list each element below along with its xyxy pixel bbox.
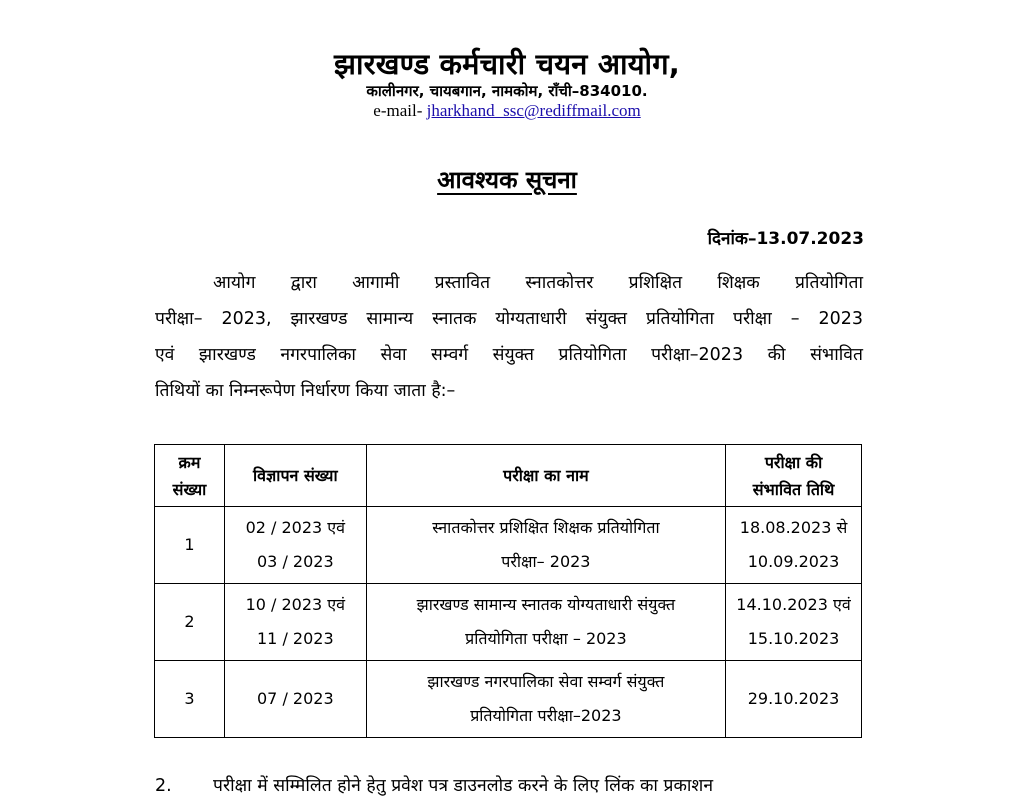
cell-date: 29.10.2023 [726, 661, 862, 738]
organization-address: कालीनगर, चायबगान, नामकोम, राँची–834010. [366, 82, 648, 100]
cell-serial: 3 [155, 661, 225, 738]
organization-name: झारखण्ड कर्मचारी चयन आयोग, [334, 47, 680, 81]
cell-serial: 1 [155, 507, 225, 584]
cell-advt: 10 / 2023 एवं 11 / 2023 [224, 584, 366, 661]
table-header-row [155, 445, 862, 507]
cell-date: 14.10.2023 एवं 15.10.2023 [726, 584, 862, 661]
cell-date: 18.08.2023 से 10.09.2023 [726, 507, 862, 584]
intro-paragraph [155, 265, 863, 409]
point-text: परीक्षा में सम्मिलित होने हेतु प्रवेश पत्र डाउनलोड करने के लिए लिंक का प्रकाशन [213, 776, 714, 796]
table-row [155, 661, 862, 738]
point-number: 2. [155, 776, 172, 796]
cell-exam-name: झारखण्ड नगरपालिका सेवा सम्वर्ग संयुक्त प्रतियोगिता परीक्षा–2023 [366, 661, 725, 738]
email-line [0, 101, 1014, 121]
paragraph-line: तिथियों का निम्नरूपेण निर्धारण किया जाता है:– [155, 381, 456, 401]
cell-advt: 07 / 2023 [224, 661, 366, 738]
email-link[interactable]: jharkhand_ssc@rediffmail.com [426, 101, 641, 120]
header-date: परीक्षा की संभावित तिथि [726, 445, 862, 507]
paragraph-line: परीक्षा– 2023, झारखण्ड सामान्य स्नातक योग्यताधारी संयुक्त प्रतियोगिता परीक्षा – 2023 [155, 309, 863, 329]
exam-schedule-table [154, 444, 862, 738]
cell-serial: 2 [155, 584, 225, 661]
paragraph-line: एवं झारखण्ड नगरपालिका सेवा सम्वर्ग संयुक्त प्रतियोगिता परीक्षा–2023 की संभावित [155, 345, 863, 365]
notice-date: दिनांक–13.07.2023 [707, 229, 864, 249]
cell-exam-name: झारखण्ड सामान्य स्नातक योग्यताधारी संयुक्त प्रतियोगिता परीक्षा – 2023 [366, 584, 725, 661]
cell-advt: 02 / 2023 एवं 03 / 2023 [224, 507, 366, 584]
header-advt: विज्ञापन संख्या [224, 445, 366, 507]
point-2-paragraph [155, 768, 863, 804]
cell-exam-name: स्नातकोत्तर प्रशिक्षित शिक्षक प्रतियोगिता परीक्षा– 2023 [366, 507, 725, 584]
email-label: e-mail- [373, 101, 423, 120]
notice-title: आवश्यक सूचना [437, 166, 577, 194]
header-serial: क्रम संख्या [155, 445, 225, 507]
header-exam-name: परीक्षा का नाम [366, 445, 725, 507]
paragraph-line: आयोग द्वारा आगामी प्रस्तावित स्नातकोत्तर प्रशिक्षित शिक्षक प्रतियोगिता [213, 273, 863, 293]
table-row [155, 584, 862, 661]
table-row [155, 507, 862, 584]
